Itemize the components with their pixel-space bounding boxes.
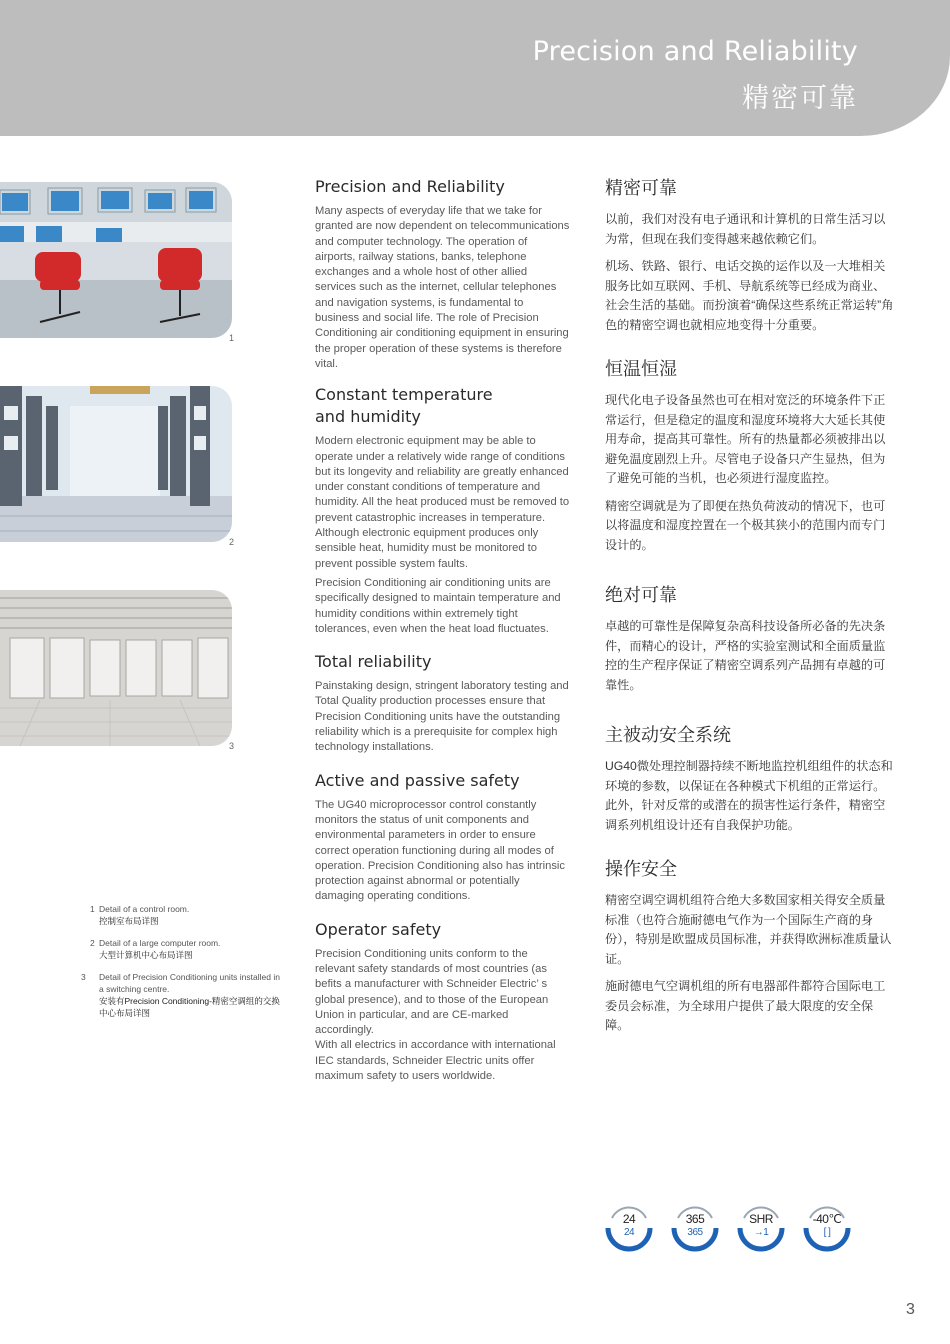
section-heading: Precision and Reliability	[315, 177, 505, 196]
computer-room-photo	[0, 386, 232, 542]
section-body: 以前，我们对没有电子通讯和计算机的日常生活习以为常，但现在我们变得越来越依赖它们。	[605, 212, 886, 246]
section-active-passive-safety-en	[315, 770, 570, 905]
photo-number: 3	[229, 741, 235, 751]
section-heading: Operator safety	[315, 919, 442, 939]
section-heading: 精密可靠	[605, 178, 677, 199]
photo-captions	[81, 903, 280, 1029]
section-body: 精密空调就是为了即便在热负荷波动的情况下，也可以将温度和湿度控置在一个极其狭小的范围内而专门设计的。	[605, 498, 886, 552]
photo-number: 2	[229, 537, 235, 547]
header-band	[0, 0, 950, 136]
shr-icon: SHR →1	[734, 1198, 788, 1252]
page-title-en: Precision and Reliability	[532, 36, 858, 67]
section-total-reliability-en	[315, 651, 570, 755]
section-precision-reliability-cn	[605, 176, 897, 335]
section-body: Painstaking design, stringent laboratory testing and Total Quality production processes ensure that Precision Conditioning units have the outstanding reliability which is a prerequisite for complex high technology installations.	[315, 680, 569, 754]
section-heading: 绝对可靠	[605, 585, 677, 606]
section-total-reliability-cn	[605, 583, 897, 695]
section-body: 精密空调空调机组符合绝大多数国家相关得安全质量标准（也符合施耐德电气作为一个国际生产商的身份），特别是欧盟成员国标准，并获得欧洲标准质量认证。	[605, 893, 892, 966]
section-heading: 操作安全	[605, 859, 677, 880]
24-hours-icon: 24 24	[602, 1198, 656, 1252]
caption-2: 2 Detail of a large computer room. 大型计算机中心布局详图	[90, 938, 221, 960]
section-body: 施耐德电气空调机组的所有电器部件都符合国际电工委员会标准，为全球用户提供了最大限度的安全保障。	[605, 979, 886, 1032]
section-body: The UG40 microprocessor control constantly monitors the status of unit components and environmental parameters in order to ensure correct operation functioning during all modes of operation. Precision Conditioning also has intrinsic protection against abnormal or potentially damaging operating conditions.	[315, 798, 565, 903]
caption-1: 1 Detail of a control room. 控制室布局详图	[90, 904, 190, 926]
page-number: 3	[906, 1301, 915, 1318]
section-body: 机场、铁路、银行、电话交换的运作以及一大堆相关服务比如互联网、手机、导航系统等已经成为商业、社会生活的基础。而扮演着“确保这些系统正常运转”角色的精密空调也就相应地变得十分重要。	[605, 259, 894, 332]
section-precision-reliability-en	[315, 176, 570, 372]
section-operator-safety-en	[315, 919, 570, 1085]
english-column	[315, 176, 570, 1088]
section-active-passive-safety-cn	[605, 723, 897, 835]
photo-number: 1	[229, 333, 235, 343]
section-constant-temperature-cn	[605, 357, 897, 555]
section-body: Precision Conditioning units conform to the relevant safety standards of most countries (as befits a manufacturer with Schneider Electric’ s global presence), and to those of the European Union in particular, and are CE-marked accordingly.	[315, 947, 549, 1037]
page-title-cn: 精密可靠	[742, 83, 858, 114]
section-heading: 主被动安全系统	[605, 725, 731, 746]
section-body: UG40微处理控制器持续不断地监控机组组件的状态和环境的参数，以保证在各种模式下机组的正常运行。此外，针对反常的或潜在的损害性运行条件，精密空调系列机组设计还有自我保护功能。	[605, 759, 893, 832]
low-temperature-icon: -40℃ [ ]	[800, 1198, 854, 1252]
365-days-icon: 365 365	[668, 1198, 722, 1252]
section-heading: Constant temperature and humidity	[315, 385, 493, 427]
section-body: Many aspects of everyday life that we take for granted are now dependent on telecommunications and computer technology. The operation of airports, railway stations, banks, telephone exchanges and a whole host of other allied services such as the internet, cellular telephones and navigation systems, is fundamental to business and social life. The role of Precision Conditioning air conditioning equipment in ensuring the proper operation of these systems is therefore vital.	[315, 205, 570, 370]
section-heading: 恒温恒湿	[605, 359, 677, 380]
caption-3: 3 Detail of Precision Conditioning units installed in a switching centre. 安装有Precision Conditioning-精密空调组的交换 中心布局详图	[81, 972, 280, 1018]
section-body: With all electrics in accordance with international IEC standards, Schneider Electric units offer maximum safety to users worldwide.	[315, 1039, 556, 1083]
section-heading: Active and passive safety	[315, 770, 520, 790]
section-heading: Total reliability	[315, 652, 432, 672]
section-body: Modern electronic equipment may be able to operate under a relatively wide range of conditions but its longevity and reliability are greatly enhanced under constant conditions of temperature and humidity. All the heat produced must be removed to prevent catastrophic increases in temperature. Although electronic equipment produces only sensible heat, humidity must be monitored to prevent possible system faults.	[315, 435, 570, 570]
feature-badges	[602, 1198, 854, 1252]
section-body: 现代化电子设备虽然也可在相对宽泛的环境条件下正常运行，但是稳定的温度和湿度环境将大大延长其使用寿命，提高其可靠性。所有的热量都必须被排出以避免温度剧烈上升。尽管电子设备只产生显热，但为了避免可能的当机，也必须进行湿度监控。	[605, 393, 886, 485]
section-constant-temperature-en	[315, 384, 570, 637]
chinese-column	[605, 176, 897, 1044]
section-body: 卓越的可靠性是保障复杂高科技设备所必备的先决条件，而精心的设计，严格的实验室测试和全面质量监控的生产程序保证了精密空调系列产品拥有卓越的可靠性。	[605, 619, 886, 692]
control-room-photo	[0, 182, 232, 338]
switching-centre-photo	[0, 590, 232, 746]
section-body: Precision Conditioning air conditioning units are specifically designed to maintain temperature and humidity conditions within extremely tight tolerances, even when the heat load fluctuates.	[315, 576, 561, 635]
section-operator-safety-cn	[605, 857, 897, 1036]
